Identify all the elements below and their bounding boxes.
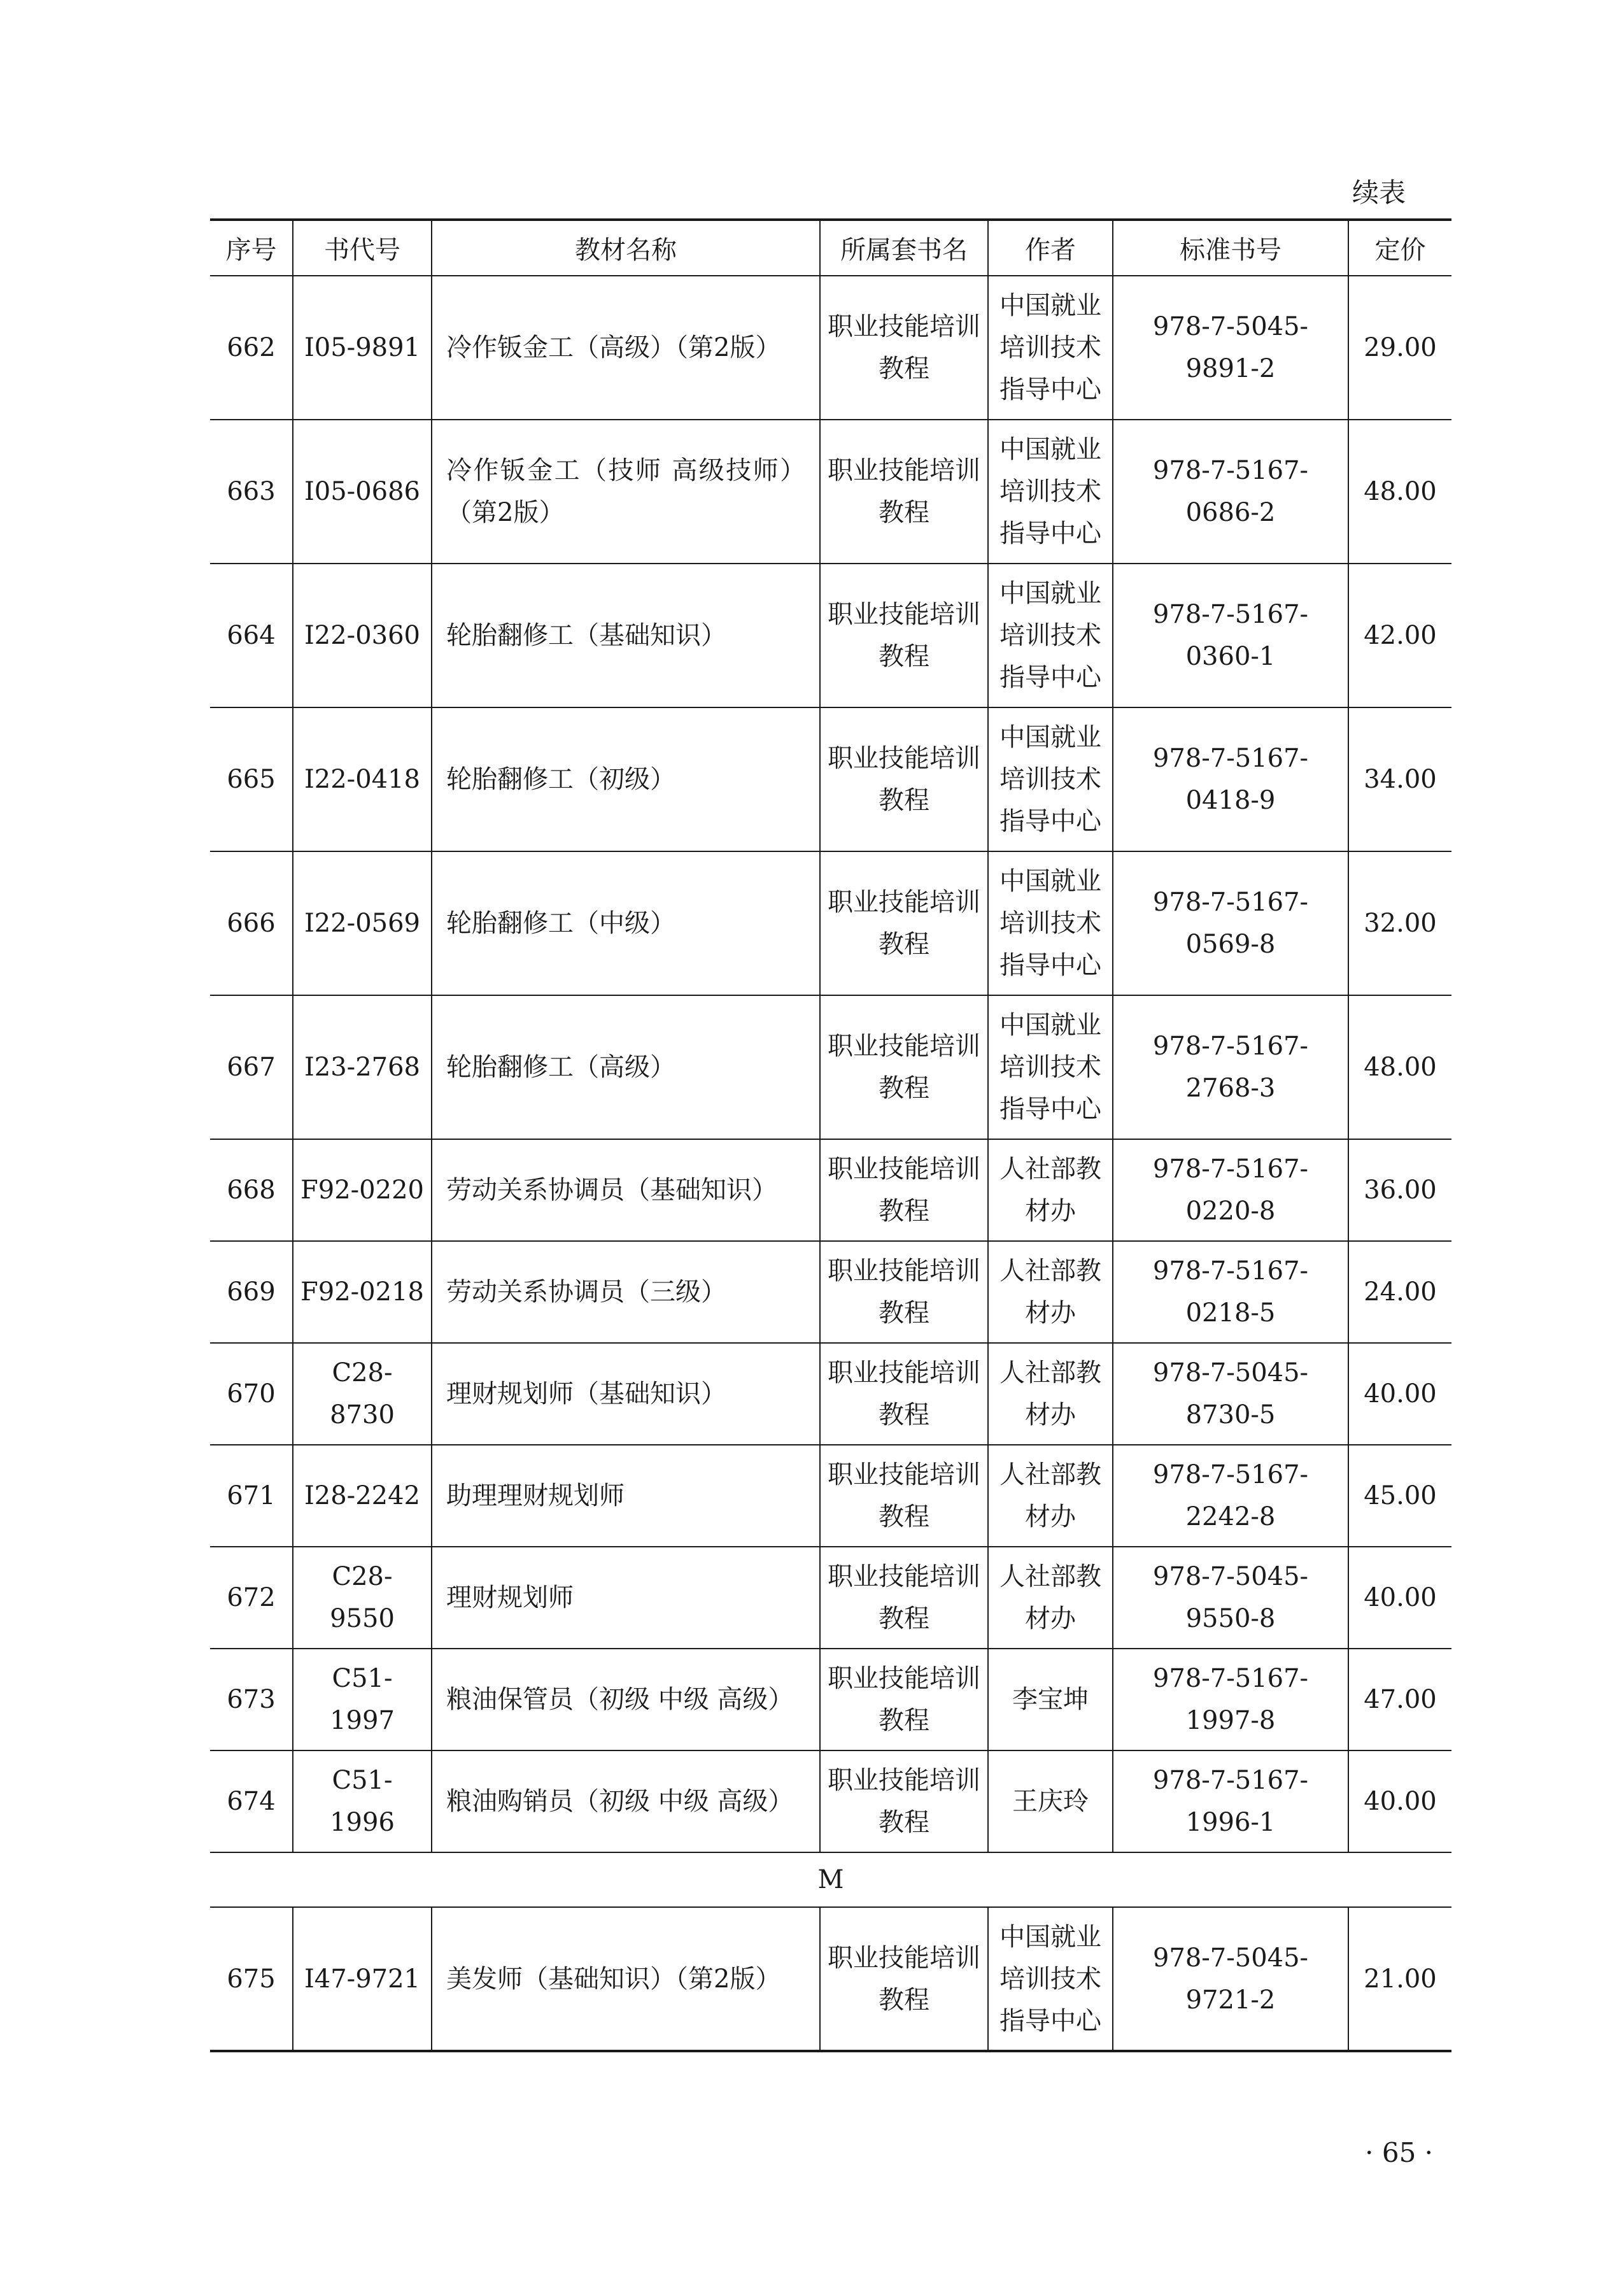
cell-series: 职业技能培训教程 — [820, 851, 988, 995]
cell-price: 40.00 — [1348, 1750, 1451, 1852]
table-row — [210, 995, 1451, 1139]
cell-title: 粮油购销员（初级 中级 高级） — [432, 1750, 820, 1852]
cell-code: C28-9550 — [293, 1547, 432, 1649]
catalog-table — [210, 218, 1451, 2052]
cell-author: 中国就业培训技术指导中心 — [988, 1907, 1113, 2051]
cell-author: 中国就业培训技术指导中心 — [988, 707, 1113, 851]
cell-price: 40.00 — [1348, 1343, 1451, 1445]
cell-author: 人社部教材办 — [988, 1343, 1113, 1445]
cell-no: 666 — [210, 851, 293, 995]
table-row — [210, 1241, 1451, 1343]
cell-series: 职业技能培训教程 — [820, 564, 988, 707]
cell-code: C51-1996 — [293, 1750, 432, 1852]
cell-isbn: 978-7-5167-0686-2 — [1113, 420, 1348, 564]
table-row — [210, 851, 1451, 995]
cell-isbn: 978-7-5167-0418-9 — [1113, 707, 1348, 851]
cell-series: 职业技能培训教程 — [820, 1649, 988, 1750]
cell-series: 职业技能培训教程 — [820, 707, 988, 851]
cell-no: 663 — [210, 420, 293, 564]
cell-isbn: 978-7-5045-9550-8 — [1113, 1547, 1348, 1649]
cell-title: 劳动关系协调员（三级） — [432, 1241, 820, 1343]
cell-price: 48.00 — [1348, 995, 1451, 1139]
cell-price: 29.00 — [1348, 276, 1451, 420]
cell-no: 675 — [210, 1907, 293, 2051]
cell-isbn: 978-7-5167-0220-8 — [1113, 1139, 1348, 1241]
header-cell: 定价 — [1348, 220, 1451, 276]
cell-no: 674 — [210, 1750, 293, 1852]
cell-series: 职业技能培训教程 — [820, 995, 988, 1139]
cell-price: 24.00 — [1348, 1241, 1451, 1343]
cell-isbn: 978-7-5167-2242-8 — [1113, 1445, 1348, 1547]
page-number: · 65 · — [1365, 2137, 1433, 2168]
cell-title: 理财规划师（基础知识） — [432, 1343, 820, 1445]
header-cell: 教材名称 — [432, 220, 820, 276]
cell-title: 美发师（基础知识）（第2版） — [432, 1907, 820, 2051]
cell-title: 轮胎翻修工（中级） — [432, 851, 820, 995]
table-row — [210, 1547, 1451, 1649]
cell-no: 668 — [210, 1139, 293, 1241]
cell-title: 轮胎翻修工（初级） — [432, 707, 820, 851]
cell-isbn: 978-7-5045-9891-2 — [1113, 276, 1348, 420]
cell-isbn: 978-7-5167-0569-8 — [1113, 851, 1348, 995]
cell-code: F92-0218 — [293, 1241, 432, 1343]
cell-no: 664 — [210, 564, 293, 707]
section-row — [210, 1852, 1451, 1907]
cell-no: 672 — [210, 1547, 293, 1649]
cell-author: 王庆玲 — [988, 1750, 1113, 1852]
cell-title: 理财规划师 — [432, 1547, 820, 1649]
cell-code: C28-8730 — [293, 1343, 432, 1445]
cell-no: 671 — [210, 1445, 293, 1547]
cell-title: 轮胎翻修工（高级） — [432, 995, 820, 1139]
section-label: M — [210, 1852, 1451, 1907]
cell-price: 42.00 — [1348, 564, 1451, 707]
cell-no: 670 — [210, 1343, 293, 1445]
cell-title: 粮油保管员（初级 中级 高级） — [432, 1649, 820, 1750]
cell-price: 47.00 — [1348, 1649, 1451, 1750]
cell-price: 36.00 — [1348, 1139, 1451, 1241]
cell-no: 665 — [210, 707, 293, 851]
table-row — [210, 1139, 1451, 1241]
cell-code: C51-1997 — [293, 1649, 432, 1750]
cell-title: 劳动关系协调员（基础知识） — [432, 1139, 820, 1241]
table-row — [210, 1907, 1451, 2051]
cell-author: 中国就业培训技术指导中心 — [988, 564, 1113, 707]
cell-series: 职业技能培训教程 — [820, 1139, 988, 1241]
cell-price: 32.00 — [1348, 851, 1451, 995]
cell-code: F92-0220 — [293, 1139, 432, 1241]
cell-isbn: 978-7-5045-8730-5 — [1113, 1343, 1348, 1445]
header-cell: 作者 — [988, 220, 1113, 276]
cell-title: 轮胎翻修工（基础知识） — [432, 564, 820, 707]
header-cell: 标准书号 — [1113, 220, 1348, 276]
cell-code: I47-9721 — [293, 1907, 432, 2051]
cell-no: 673 — [210, 1649, 293, 1750]
cell-author: 中国就业培训技术指导中心 — [988, 420, 1113, 564]
cell-author: 人社部教材办 — [988, 1445, 1113, 1547]
table-row — [210, 1445, 1451, 1547]
cell-author: 中国就业培训技术指导中心 — [988, 995, 1113, 1139]
continued-label: 续表 — [1352, 177, 1406, 208]
cell-price: 21.00 — [1348, 1907, 1451, 2051]
cell-code: I05-0686 — [293, 420, 432, 564]
cell-code: I23-2768 — [293, 995, 432, 1139]
cell-author: 人社部教材办 — [988, 1241, 1113, 1343]
cell-series: 职业技能培训教程 — [820, 420, 988, 564]
cell-series: 职业技能培训教程 — [820, 1547, 988, 1649]
cell-series: 职业技能培训教程 — [820, 1445, 988, 1547]
table-header-row — [210, 220, 1451, 276]
cell-series: 职业技能培训教程 — [820, 1241, 988, 1343]
table-row — [210, 1343, 1451, 1445]
cell-no: 662 — [210, 276, 293, 420]
cell-author: 中国就业培训技术指导中心 — [988, 276, 1113, 420]
cell-code: I28-2242 — [293, 1445, 432, 1547]
cell-title: 冷作钣金工（高级）（第2版） — [432, 276, 820, 420]
cell-title: 助理理财规划师 — [432, 1445, 820, 1547]
cell-code: I22-0360 — [293, 564, 432, 707]
cell-no: 669 — [210, 1241, 293, 1343]
table-row — [210, 707, 1451, 851]
cell-author: 中国就业培训技术指导中心 — [988, 851, 1113, 995]
cell-series: 职业技能培训教程 — [820, 1750, 988, 1852]
table-row — [210, 1649, 1451, 1750]
cell-price: 34.00 — [1348, 707, 1451, 851]
cell-author: 人社部教材办 — [988, 1547, 1113, 1649]
cell-isbn: 978-7-5167-1996-1 — [1113, 1750, 1348, 1852]
cell-price: 40.00 — [1348, 1547, 1451, 1649]
cell-code: I22-0418 — [293, 707, 432, 851]
table-row — [210, 564, 1451, 707]
cell-isbn: 978-7-5167-2768-3 — [1113, 995, 1348, 1139]
cell-series: 职业技能培训教程 — [820, 1907, 988, 2051]
cell-title: 冷作钣金工（技师 高级技师）（第2版） — [432, 420, 820, 564]
cell-series: 职业技能培训教程 — [820, 276, 988, 420]
cell-series: 职业技能培训教程 — [820, 1343, 988, 1445]
cell-isbn: 978-7-5167-0360-1 — [1113, 564, 1348, 707]
cell-author: 人社部教材办 — [988, 1139, 1113, 1241]
cell-isbn: 978-7-5167-0218-5 — [1113, 1241, 1348, 1343]
cell-isbn: 978-7-5045-9721-2 — [1113, 1907, 1348, 2051]
header-cell: 序号 — [210, 220, 293, 276]
table-row — [210, 420, 1451, 564]
header-cell: 所属套书名 — [820, 220, 988, 276]
cell-code: I22-0569 — [293, 851, 432, 995]
header-cell: 书代号 — [293, 220, 432, 276]
cell-isbn: 978-7-5167-1997-8 — [1113, 1649, 1348, 1750]
cell-price: 45.00 — [1348, 1445, 1451, 1547]
cell-code: I05-9891 — [293, 276, 432, 420]
cell-no: 667 — [210, 995, 293, 1139]
cell-author: 李宝坤 — [988, 1649, 1113, 1750]
table-row — [210, 276, 1451, 420]
table-row — [210, 1750, 1451, 1852]
cell-price: 48.00 — [1348, 420, 1451, 564]
